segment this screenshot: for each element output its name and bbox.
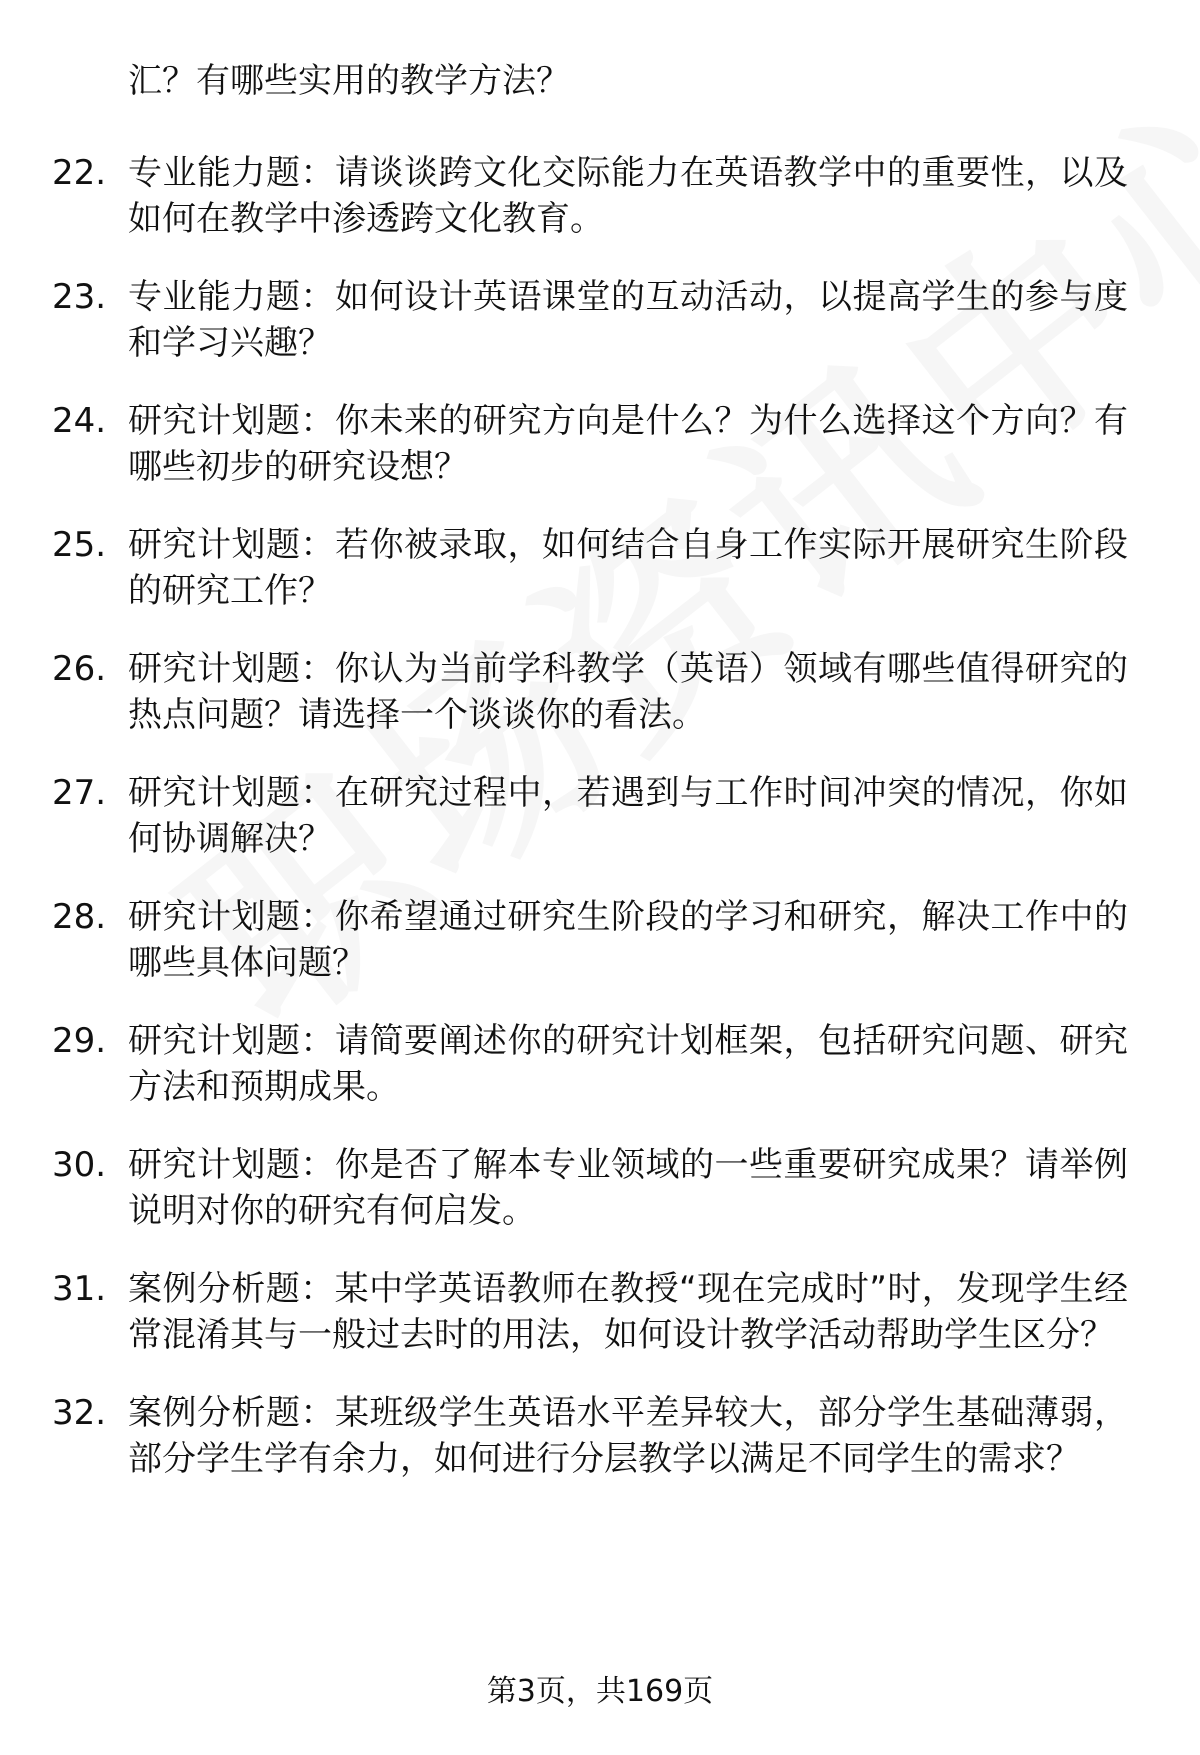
continuation-text: 汇？有哪些实用的教学方法？ — [128, 61, 570, 101]
question-number: 26. — [52, 649, 107, 689]
question-number: 28. — [52, 897, 107, 937]
question-item — [52, 522, 1152, 614]
question-item — [52, 150, 1152, 242]
question-item — [52, 894, 1152, 986]
question-number: 32. — [52, 1393, 107, 1433]
question-text: 专业能力题：请谈谈跨文化交际能力在英语教学中的重要性，以及如何在教学中渗透跨文化教育。 — [128, 153, 1128, 239]
question-number: 30. — [52, 1145, 107, 1185]
question-list — [52, 150, 1152, 1514]
page-footer: 第3页，共169页 — [486, 1674, 714, 1709]
question-item — [52, 646, 1152, 738]
question-text: 案例分析题：某班级学生英语水平差异较大，部分学生基础薄弱，部分学生学有余力，如何进行分层教学以满足不同学生的需求？ — [128, 1393, 1128, 1479]
question-item — [52, 398, 1152, 490]
question-text: 研究计划题：请简要阐述你的研究计划框架，包括研究问题、研究方法和预期成果。 — [128, 1021, 1128, 1107]
question-number: 23. — [52, 277, 107, 317]
question-text: 研究计划题：你认为当前学科教学（英语）领域有哪些值得研究的热点问题？请选择一个谈谈你的看法。 — [128, 649, 1128, 735]
question-text: 研究计划题：在研究过程中，若遇到与工作时间冲突的情况，你如何协调解决？ — [128, 773, 1128, 859]
question-item — [52, 274, 1152, 366]
question-text: 案例分析题：某中学英语教师在教授“现在完成时”时，发现学生经常混淆其与一般过去时的用法，如何设计教学活动帮助学生区分？ — [128, 1269, 1128, 1355]
question-text: 研究计划题：你希望通过研究生阶段的学习和研究，解决工作中的哪些具体问题？ — [128, 897, 1128, 983]
question-item — [52, 1266, 1152, 1358]
question-item — [52, 1142, 1152, 1234]
question-number: 24. — [52, 401, 107, 441]
question-item — [52, 1018, 1152, 1110]
question-item — [52, 1390, 1152, 1482]
question-number: 31. — [52, 1269, 107, 1309]
question-number: 27. — [52, 773, 107, 813]
question-text: 研究计划题：你未来的研究方向是什么？为什么选择这个方向？有哪些初步的研究设想？ — [128, 401, 1128, 487]
question-number: 29. — [52, 1021, 107, 1061]
question-item — [52, 770, 1152, 862]
question-text: 研究计划题：你是否了解本专业领域的一些重要研究成果？请举例说明对你的研究有何启发。 — [128, 1145, 1128, 1231]
question-text: 专业能力题：如何设计英语课堂的互动活动，以提高学生的参与度和学习兴趣？ — [128, 277, 1128, 363]
question-number: 22. — [52, 153, 107, 193]
question-text: 研究计划题：若你被录取，如何结合自身工作实际开展研究生阶段的研究工作？ — [128, 525, 1128, 611]
question-number: 25. — [52, 525, 107, 565]
